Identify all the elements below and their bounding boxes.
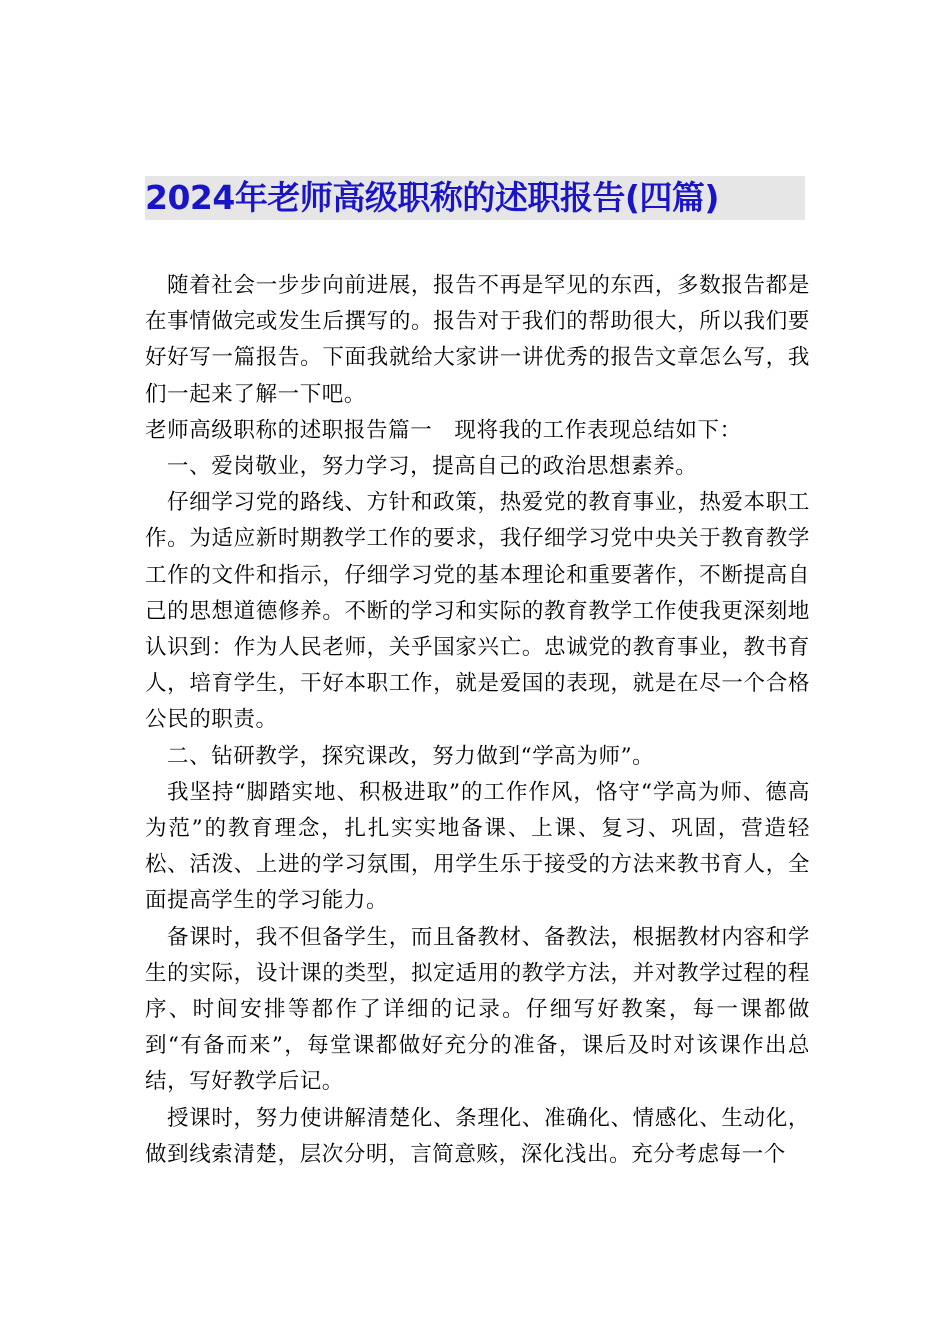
document-body bbox=[145, 268, 810, 1173]
paragraph-body-3: 备课时，我不但备学生，而且备教材、备教法，根据教材内容和学生的实际，设计课的类型，拟定适用的教学方法，并对教学过程的程序、时间安排等都作了详细的记录。仔细写好教案，每一课都做到“有备而来”，每堂课都做好充分的准备，课后及时对该课作出总结，写好教学后记。 bbox=[145, 924, 810, 1095]
title-highlight bbox=[145, 176, 805, 220]
paragraph-body-4: 授课时，努力使讲解清楚化、条理化、准确化、情感化、生动化，做到线索清楚，层次分明，言简意赅，深化浅出。充分考虑每一个 bbox=[145, 1105, 810, 1167]
document-title: 2024年老师高级职称的述职报告(四篇) bbox=[145, 178, 720, 217]
paragraph-section-heading: 老师高级职称的述职报告篇一 现将我的工作表现总结如下： bbox=[145, 417, 742, 443]
paragraph-heading-1: 一、爱岗敬业，努力学习，提高自己的政治思想素养。 bbox=[167, 454, 698, 480]
paragraph-heading-2: 二、钻研教学，探究课改，努力做到“学高为师”。 bbox=[167, 743, 655, 769]
paragraph-body-2: 我坚持“脚踏实地、积极进取”的工作作风，恪守“学高为师、德高为范”的教育理念，扎扎实实地备课、上课、复习、巩固，营造轻松、活泼、上进的学习氛围，用学生乐于接受的方法来教书育人，全面提高学生的学习能力。 bbox=[145, 779, 810, 914]
paragraph-intro: 随着社会一步步向前进展，报告不再是罕见的东西，多数报告都是在事情做完或发生后撰写的。报告对于我们的帮助很大，所以我们要好好写一篇报告。下面我就给大家讲一讲优秀的报告文章怎么写，我们一起来了解一下吧。 bbox=[145, 273, 810, 407]
paragraph-body-1: 仔细学习党的路线、方针和政策，热爱党的教育事业，热爱本职工作。为适应新时期教学工作的要求，我仔细学习党中央关于教育教学工作的文件和指示，仔细学习党的基本理论和重要著作，不断提高自己的思想道德修养。不断的学习和实际的教育教学工作使我更深刻地认识到：作为人民老师，关乎国家兴亡。忠诚党的教育事业，教书育人，培育学生，干好本职工作，就是爱国的表现，就是在尽一个合格公民的职责。 bbox=[145, 490, 810, 733]
